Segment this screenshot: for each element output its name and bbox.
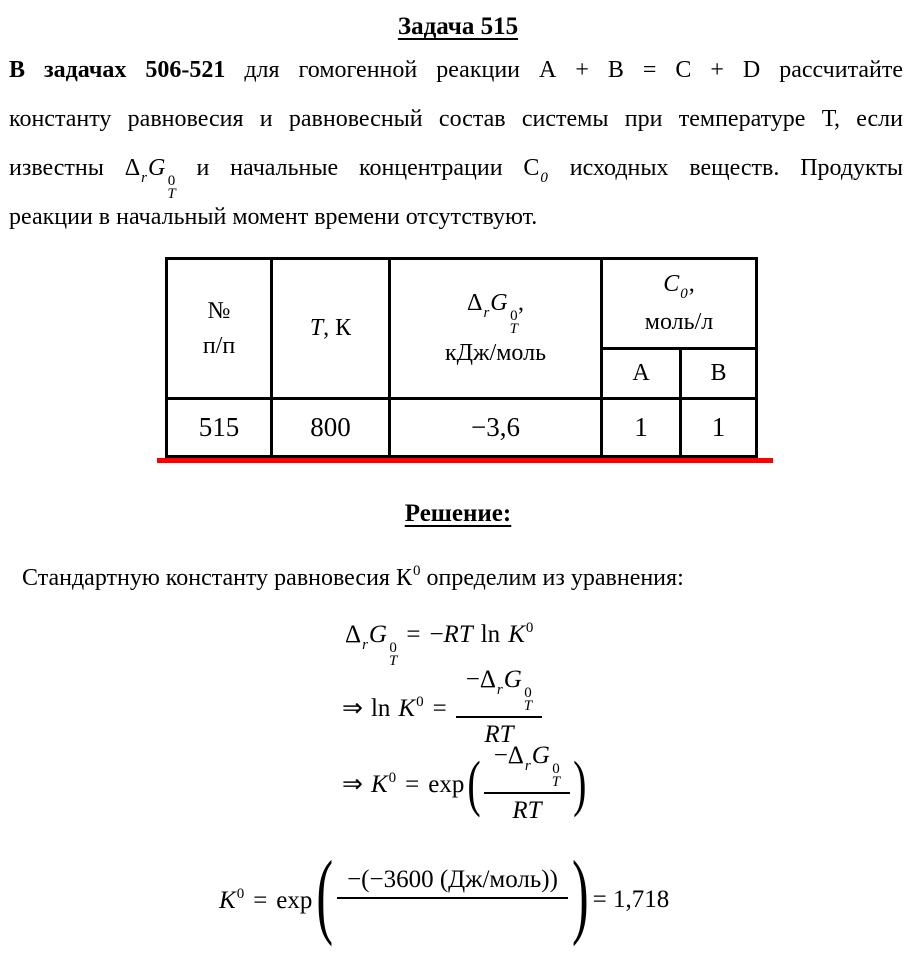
gibbs-sup-0: 0	[389, 640, 397, 656]
fraction-numerator	[484, 742, 570, 794]
header-number-cell	[167, 259, 272, 399]
K-sup-0: 0	[388, 769, 397, 786]
gibbs-G: G	[503, 666, 522, 693]
gibbs-G: G	[368, 621, 387, 648]
gibbs-sup-0: 0	[510, 308, 518, 325]
equals-sign: =	[406, 621, 421, 648]
formula-K-exp	[342, 742, 589, 825]
fraction-denominator: RT	[484, 721, 514, 748]
gibbs-sub-T: T	[509, 321, 518, 338]
intro-pre: Стандартную константу равновесия К	[22, 565, 412, 591]
gibbs-supsub	[552, 763, 560, 789]
gibbs-sub-T: T	[388, 653, 398, 669]
result-group	[593, 886, 670, 914]
gibbs-sub-T: T	[551, 774, 561, 790]
delta-sub-r: r	[362, 637, 368, 653]
K-exp-lhs	[342, 769, 464, 799]
ln-operator: ln	[480, 621, 501, 648]
gibbs-G: G	[531, 742, 550, 769]
problem-line-2: константу равновесия и равновесный состав системы при температуре Т, если	[9, 106, 903, 132]
gibbs-G: G	[490, 290, 508, 317]
gibbs-supsub	[510, 310, 518, 336]
delta-symbol: Δ	[507, 742, 524, 769]
gibbs-sup-0: 0	[167, 173, 176, 189]
header-temperature-cell	[272, 259, 390, 399]
problem-line-4: реакции в начальный момент времени отсутствуют.	[9, 204, 538, 230]
left-paren: (	[467, 747, 481, 818]
gibbs-unit: кДж/моль	[444, 340, 547, 367]
intro-post: определим из уравнения:	[420, 565, 684, 591]
page-title-text: Задача 515	[397, 13, 519, 40]
right-paren: )	[571, 840, 589, 947]
K-symbol: K	[508, 621, 525, 648]
header-gibbs-cell	[390, 259, 602, 399]
line3-post: исходных веществ. Продукты	[548, 155, 904, 181]
K-symbol: K	[219, 887, 236, 914]
problem-line-1	[9, 46, 903, 95]
fraction-numerator: −(−3600 (Дж/моль))	[337, 866, 568, 899]
result-value: 1,718	[612, 886, 670, 913]
delta-sub-r: r	[496, 682, 503, 698]
c0-sub: 0	[540, 170, 548, 186]
cell-problem-number: 515	[167, 399, 272, 457]
gibbs-comma: ,	[517, 290, 524, 317]
cell-c0-b: 1	[681, 399, 757, 457]
header-substance-a: А	[602, 349, 681, 399]
gibbs-sup-0: 0	[524, 685, 532, 701]
gibbs-supsub	[524, 687, 532, 713]
fraction-numerator	[456, 666, 542, 718]
delta-sub-r: r	[141, 170, 147, 186]
exp-operator: exp	[276, 887, 313, 914]
minus-sign: −	[429, 621, 444, 648]
header-substance-b: В	[681, 349, 757, 399]
implies-arrow: ⇒	[342, 694, 363, 722]
c0-comma: ,	[688, 270, 695, 297]
K-symbol: K	[398, 694, 416, 722]
right-paren: )	[573, 747, 587, 818]
c0-C: C	[663, 270, 680, 297]
data-table	[165, 257, 758, 458]
table-row	[167, 399, 757, 457]
fraction-denominator: RT	[512, 797, 542, 824]
K-sup-0: 0	[525, 620, 534, 636]
problem-line-3	[9, 144, 904, 202]
exp-operator: exp	[428, 770, 465, 798]
line3-pre: известны	[9, 155, 125, 181]
problem-statement	[9, 46, 903, 242]
header-c0-cell	[602, 259, 757, 349]
delta-symbol: Δ	[467, 290, 483, 317]
gibbs-supsub	[389, 642, 397, 668]
formula-gibbs-lnK	[345, 620, 533, 668]
equals-sign: =	[592, 886, 607, 913]
delta-symbol: Δ	[479, 666, 496, 693]
K-symbol: K	[370, 770, 388, 798]
gibbs-math-line	[393, 286, 598, 336]
fraction	[484, 742, 570, 825]
equals-sign: =	[432, 694, 447, 722]
left-paren: (	[316, 840, 334, 947]
red-underline	[157, 458, 773, 463]
solution-heading	[0, 500, 916, 528]
fraction	[337, 866, 568, 959]
header-number-pp: п/п	[202, 332, 236, 359]
temperature-T: T	[309, 315, 324, 342]
gibbs-sub-T: T	[167, 186, 176, 202]
solution-heading-text: Решение:	[404, 500, 512, 527]
implies-arrow: ⇒	[342, 770, 363, 798]
temperature-unit: , К	[323, 315, 352, 342]
gibbs-sub-T: T	[523, 698, 533, 714]
minus-sign: −	[465, 666, 480, 693]
formula-lnK-fraction	[342, 666, 542, 749]
gibbs-sup-0: 0	[552, 761, 560, 777]
page-title	[0, 13, 916, 41]
minus-sign: −	[493, 742, 508, 769]
cell-gibbs-value: −3,6	[390, 399, 602, 457]
delta-symbol: Δ	[345, 621, 362, 648]
k0-sup: 0	[412, 563, 421, 579]
lnK-lhs	[342, 693, 456, 723]
fraction	[456, 666, 542, 749]
line3-mid: и начальные концентрации С	[175, 155, 540, 181]
fraction-denominator-clipped	[337, 899, 568, 959]
delta-sub-r: r	[483, 305, 490, 322]
K-sup-0: 0	[416, 693, 424, 710]
formula-K-numeric	[219, 840, 670, 959]
c0-sub: 0	[680, 285, 688, 302]
c0-unit: моль/л	[644, 309, 714, 336]
cell-c0-a: 1	[602, 399, 681, 457]
equals-sign: =	[405, 770, 420, 798]
cell-temperature: 800	[272, 399, 390, 457]
RT-term: RT	[443, 621, 473, 648]
equals-sign: =	[253, 887, 268, 914]
problem-line-1-text: для гомогенной реакции А + В = С + D рассчитайте	[225, 57, 904, 83]
ln-operator: ln	[370, 694, 391, 722]
solution-intro	[22, 556, 684, 593]
delta-sub-r: r	[524, 758, 531, 774]
problem-range-bold: В задачах 506-521	[9, 57, 226, 83]
c0-symbol-line	[605, 267, 753, 306]
K-sup-0: 0	[236, 886, 245, 902]
K-numeric-lhs	[219, 886, 312, 915]
delta-symbol: Δ	[124, 155, 141, 181]
gibbs-G: G	[147, 155, 166, 181]
header-number-sign: №	[207, 297, 231, 324]
